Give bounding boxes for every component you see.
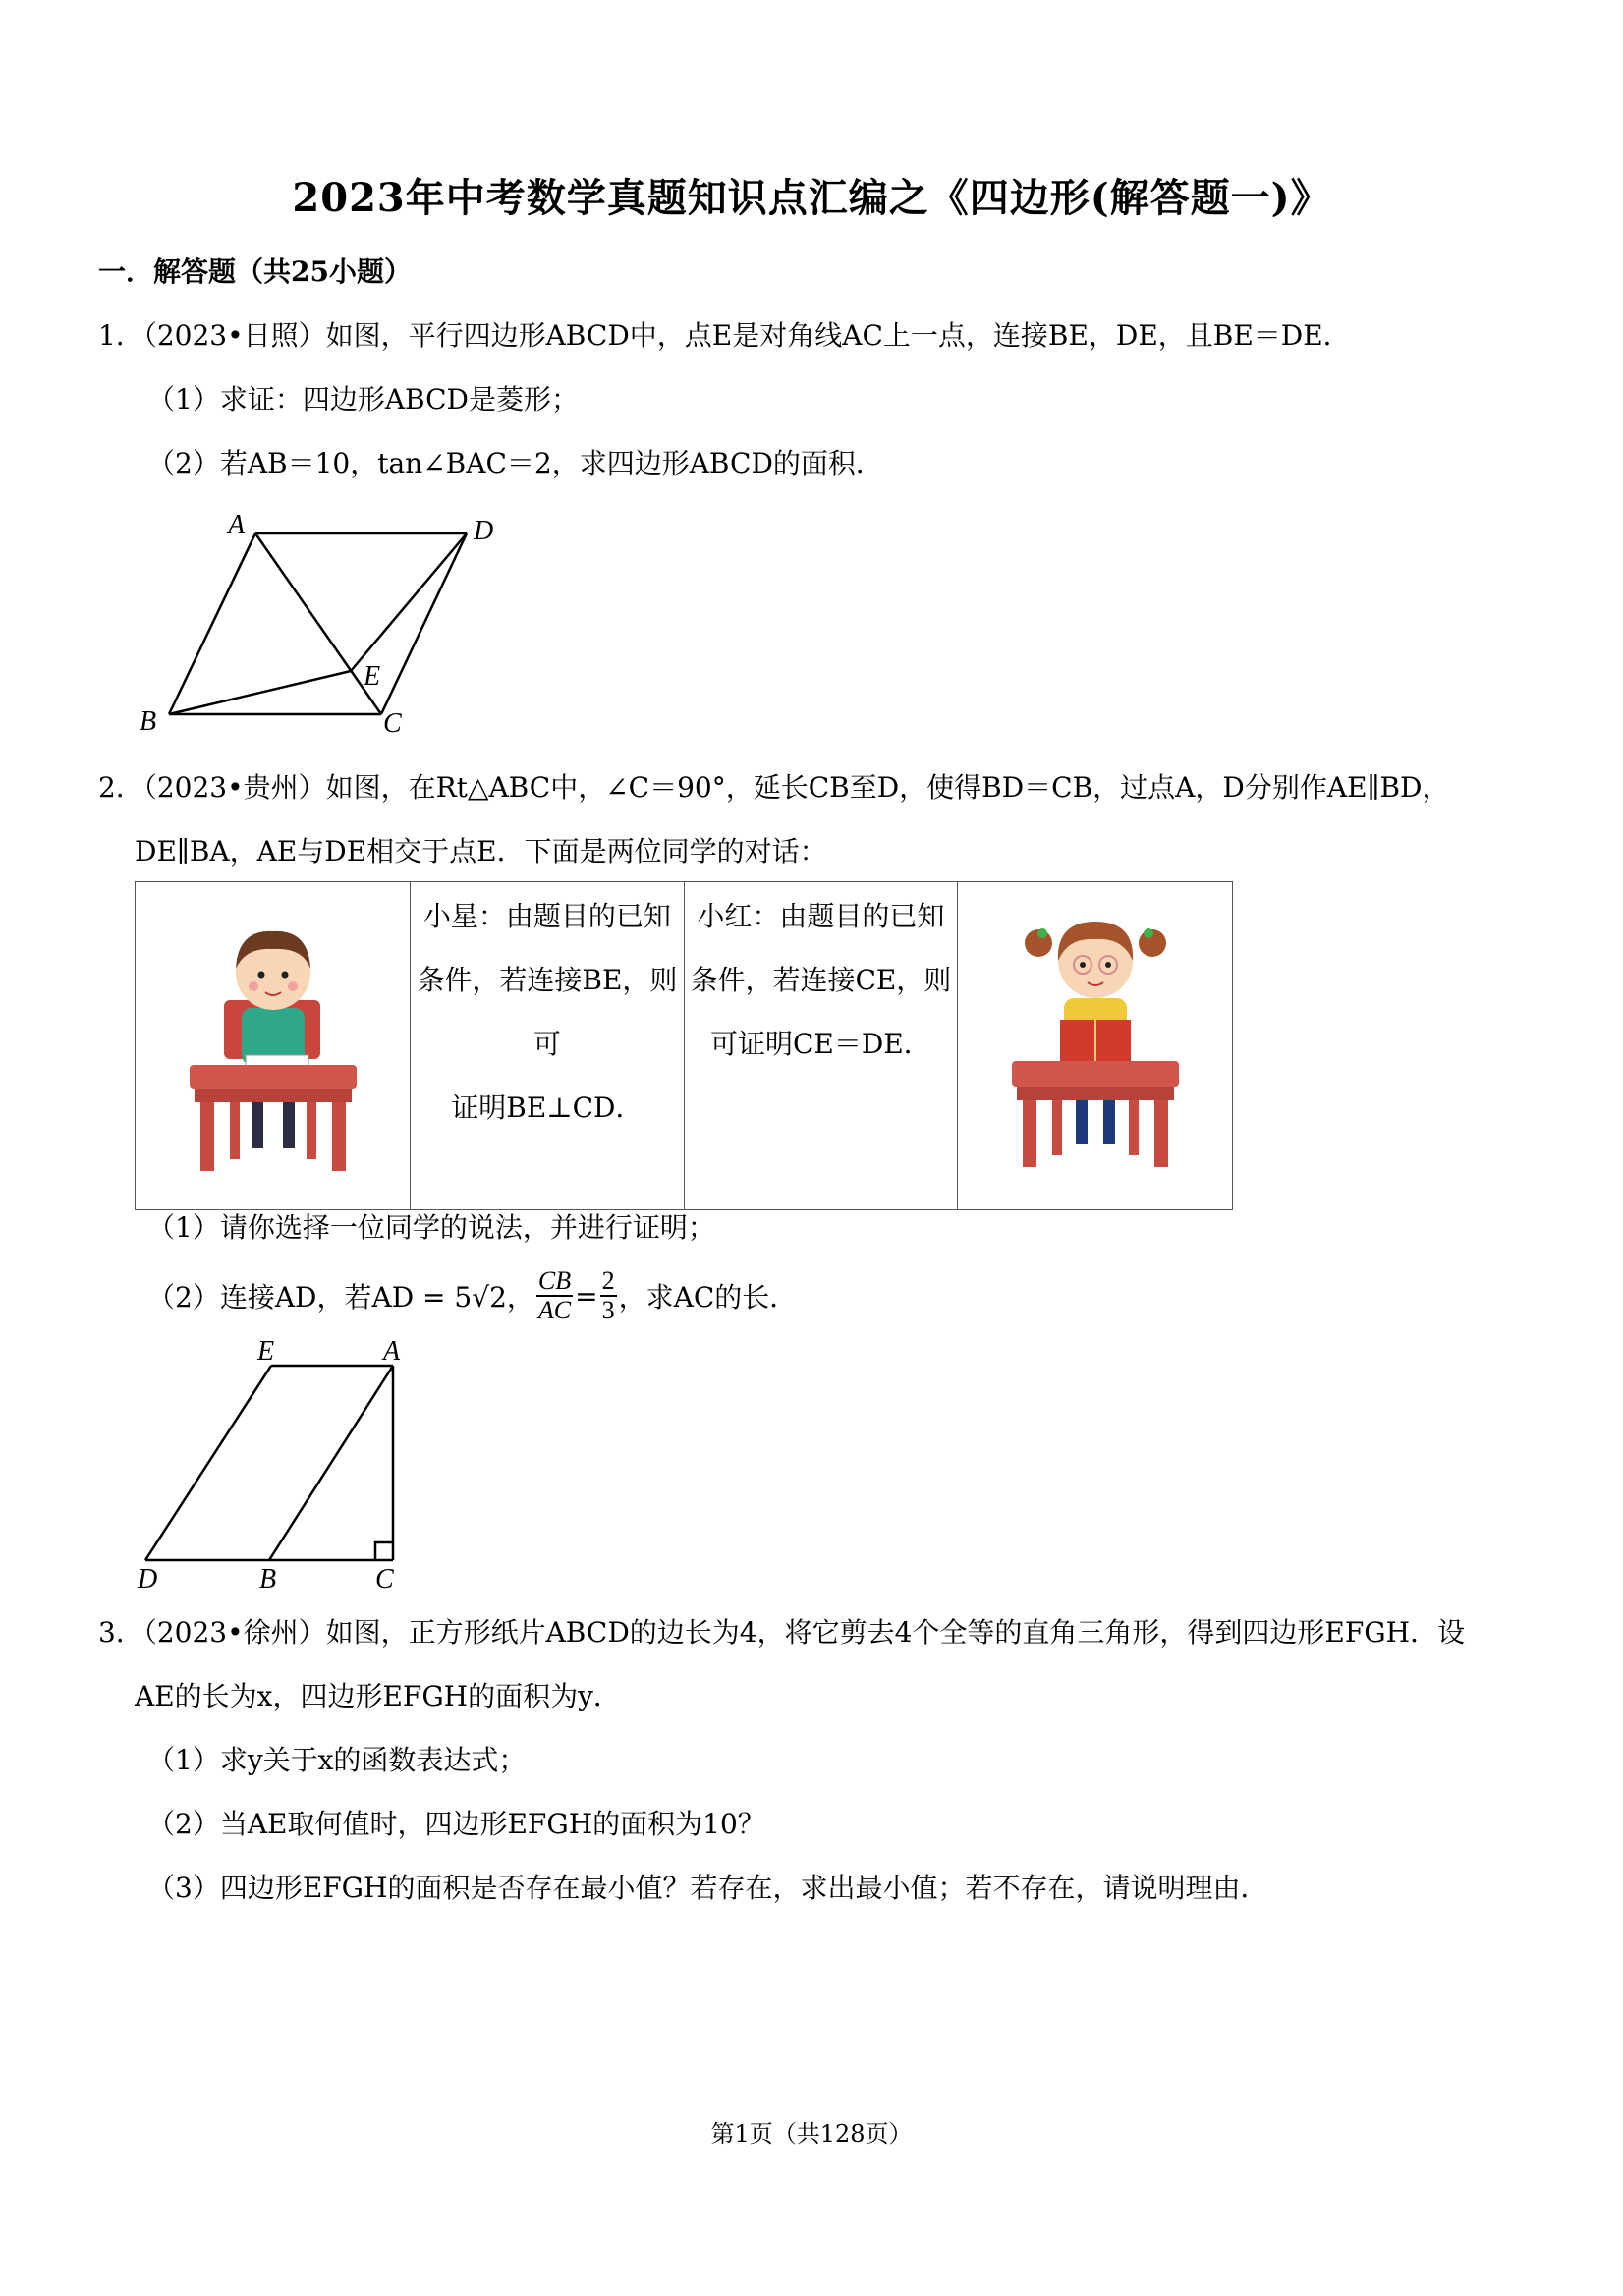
q2-label-a: A: [383, 1336, 401, 1367]
xiaohong-line-3: 可证明CE＝DE．: [710, 1028, 931, 1060]
q2-equals-sign: =: [575, 1279, 598, 1313]
q3-stem-line2: AE的长为x，四边形EFGH的面积为y．: [135, 1680, 621, 1712]
q2-label-d: D: [138, 1564, 158, 1592]
q1-label-c: C: [383, 708, 402, 739]
q1-label-a: A: [228, 510, 246, 540]
xiaohong-line-2: 条件，若连接CE，则: [690, 964, 952, 996]
boy-student-illustration: [136, 882, 410, 1187]
q2-fraction2-numerator: 2: [601, 1266, 615, 1295]
q2-label-e: E: [257, 1336, 275, 1367]
q1-label-e: E: [364, 661, 381, 692]
q1-label-b: B: [140, 706, 157, 737]
xiaoxing-line-1: 小星：由题目的已知: [422, 900, 671, 932]
girl-student-illustration: [958, 882, 1232, 1187]
q3-part2: （2）当AE取何值时，四边形EFGH的面积为10？: [147, 1808, 765, 1840]
q2-fraction-two-thirds: [600, 1267, 617, 1324]
q2-part2: [147, 1267, 797, 1324]
xiaoxing-line-3: 可: [532, 1028, 561, 1060]
dialog-table: [135, 881, 1233, 1210]
q3-part3: （3）四边形EFGH的面积是否存在最小值？若存在，求出最小值；若不存在，请说明理由．: [147, 1872, 1268, 1904]
girl-illustration-cell: [957, 882, 1232, 1210]
q2-label-c: C: [375, 1564, 394, 1592]
q2-part2-text-a: （2）连接AD，若AD = 5√2，: [147, 1281, 534, 1314]
page-footer: 第1页（共128页）: [710, 2120, 913, 2148]
xiaohong-line-1: 小红：由题目的已知: [697, 900, 945, 932]
q3-part1: （1）求y关于x的函数表达式；: [147, 1744, 527, 1776]
xiaohong-speech-cell: [684, 882, 957, 1210]
q1-part1: （1）求证：四边形ABCD是菱形；: [147, 383, 580, 416]
q3-stem-line1: 3．（2023•徐州）如图，正方形纸片ABCD的边长为4，将它剪去4个全等的直角三角形，得到四边形EFGH．设: [98, 1616, 1466, 1649]
q2-part2-text-b: ，求AC的长．: [618, 1281, 798, 1314]
xiaoxing-speech-cell: [411, 882, 685, 1210]
q2-fraction2-denominator: 3: [601, 1296, 615, 1324]
boy-illustration-cell: [136, 882, 411, 1210]
q1-stem: 1．（2023•日照）如图，平行四边形ABCD中，点E是对角线AC上一点，连接BE，DE，且BE＝DE．: [98, 319, 1351, 352]
xiaoxing-line-2: 条件，若连接BE，则: [417, 964, 678, 996]
q2-stem-line2: DE∥BA，AE与DE相交于点E．下面是两位同学的对话：: [135, 835, 827, 868]
section-heading: 一．解答题（共25小题）: [98, 255, 412, 288]
page-title: 2023年中考数学真题知识点汇编之《四边形(解答题一)》: [292, 175, 1331, 221]
q2-part1: （1）请你选择一位同学的说法，并进行证明；: [147, 1211, 715, 1244]
q2-fraction1-denominator: AC: [537, 1296, 572, 1324]
q1-part2: （2）若AB＝10，tan∠BAC＝2，求四边形ABCD的面积．: [147, 447, 883, 479]
q2-stem-line1: 2．（2023•贵州）如图，在Rt△ABC中，∠C＝90°，延长CB至D，使得BD＝CB，过点A，D分别作AE∥BD，: [98, 771, 1450, 804]
xiaoxing-line-4: 证明BE⊥CD．: [451, 1092, 644, 1124]
q1-parallelogram-figure: [128, 506, 521, 742]
q1-label-d: D: [474, 516, 494, 546]
q2-fraction1-numerator: CB: [537, 1266, 572, 1295]
q2-fraction-cb-ac: [536, 1267, 573, 1324]
q2-label-b: B: [259, 1564, 277, 1592]
q2-parallelogram-figure: [128, 1336, 422, 1592]
